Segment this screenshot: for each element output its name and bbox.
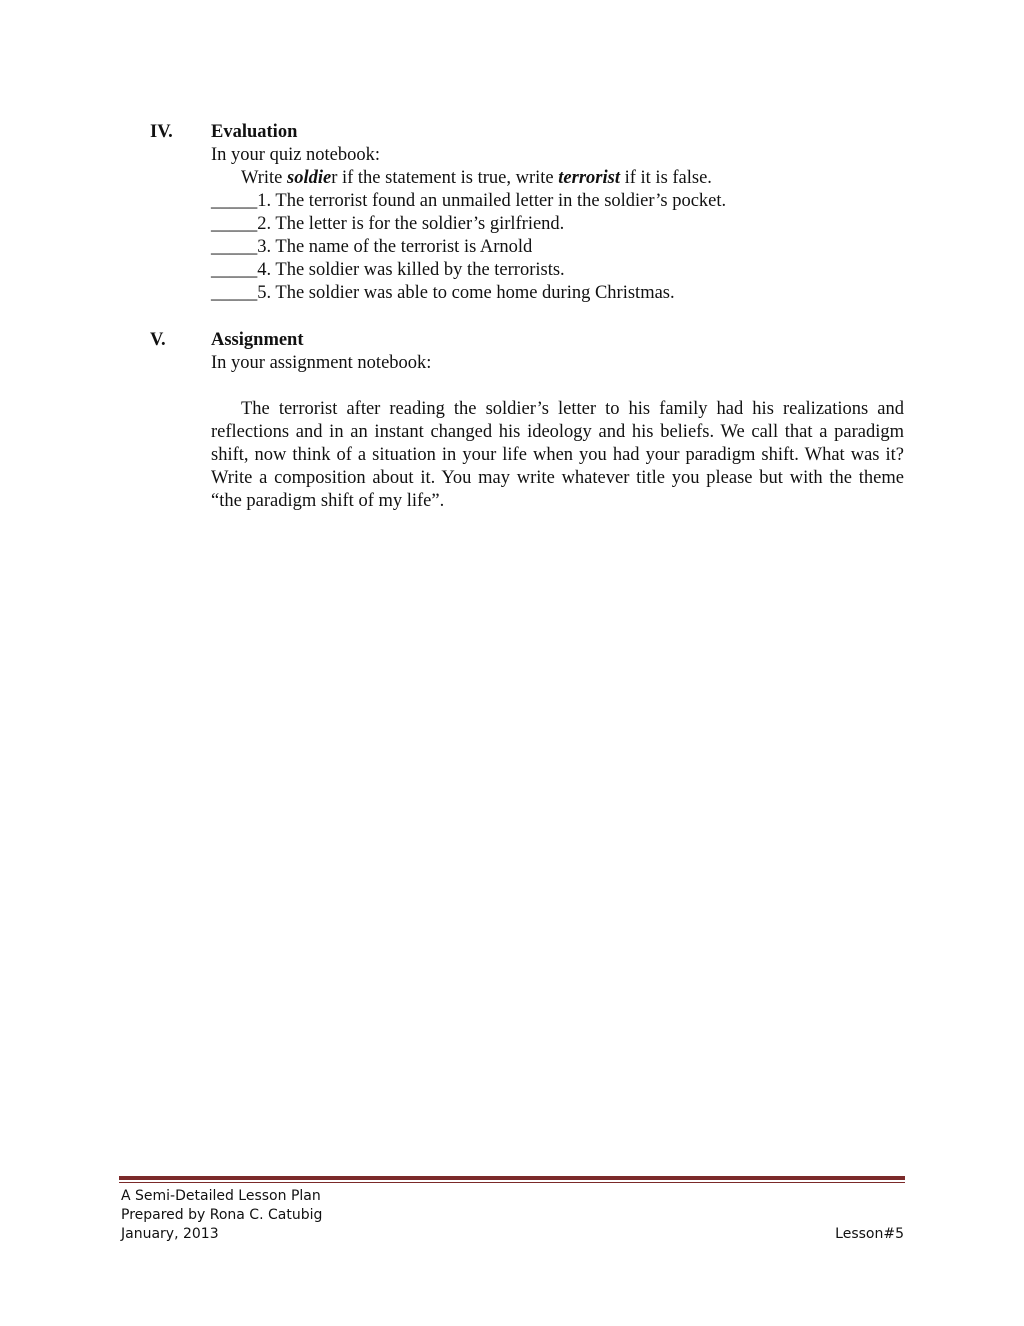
instruction-word-terrorist: terrorist [558,168,620,188]
page-footer [121,1187,904,1244]
quiz-item: _____4. The soldier was killed by the terrorists. [211,260,565,280]
footer-rule-thin [119,1182,905,1183]
footer-bottom-row [121,1225,904,1244]
section-number-assignment: V. [150,330,166,350]
quiz-item: _____3. The name of the terrorist is Arnold [211,237,533,257]
instruction-text-pre: Write [241,168,287,188]
instruction-text-post: if it is false. [619,168,712,188]
quiz-item: _____5. The soldier was able to come home during Christmas. [211,283,675,303]
footer-document-title: A Semi-Detailed Lesson Plan [121,1188,321,1204]
footer-lesson-number: Lesson#5 [835,1226,904,1242]
section-title-evaluation: Evaluation [211,122,298,142]
footer-author: Prepared by Rona C. Catubig [121,1207,323,1223]
section-title-assignment: Assignment [211,330,304,350]
section-assignment [211,329,904,513]
evaluation-instruction [211,167,904,190]
quiz-item: _____1. The terrorist found an unmailed letter in the soldier’s pocket. [211,191,727,211]
footer-date: January, 2013 [121,1226,219,1242]
quiz-item: _____2. The letter is for the soldier’s girlfriend. [211,214,565,234]
instruction-word-soldier: soldie [287,168,332,188]
instruction-text-mid: r if the statement is true, write [331,168,559,188]
assignment-paragraph: The terrorist after reading the soldier’s letter to his family had his realizations and reflections and in an instant changed his ideology and his beliefs. We call that a paradigm shift, now think of a situation in your life when you had your paradigm shift. What was it? Write a composition about it. You may write whatever title you please but with the theme “the paradigm shift of my life”. [211,399,904,511]
footer-rule-thick [119,1176,905,1180]
evaluation-intro: In your quiz notebook: [211,145,381,165]
section-evaluation [211,121,904,305]
assignment-intro: In your assignment notebook: [211,353,432,373]
section-number-evaluation: IV. [150,122,173,142]
